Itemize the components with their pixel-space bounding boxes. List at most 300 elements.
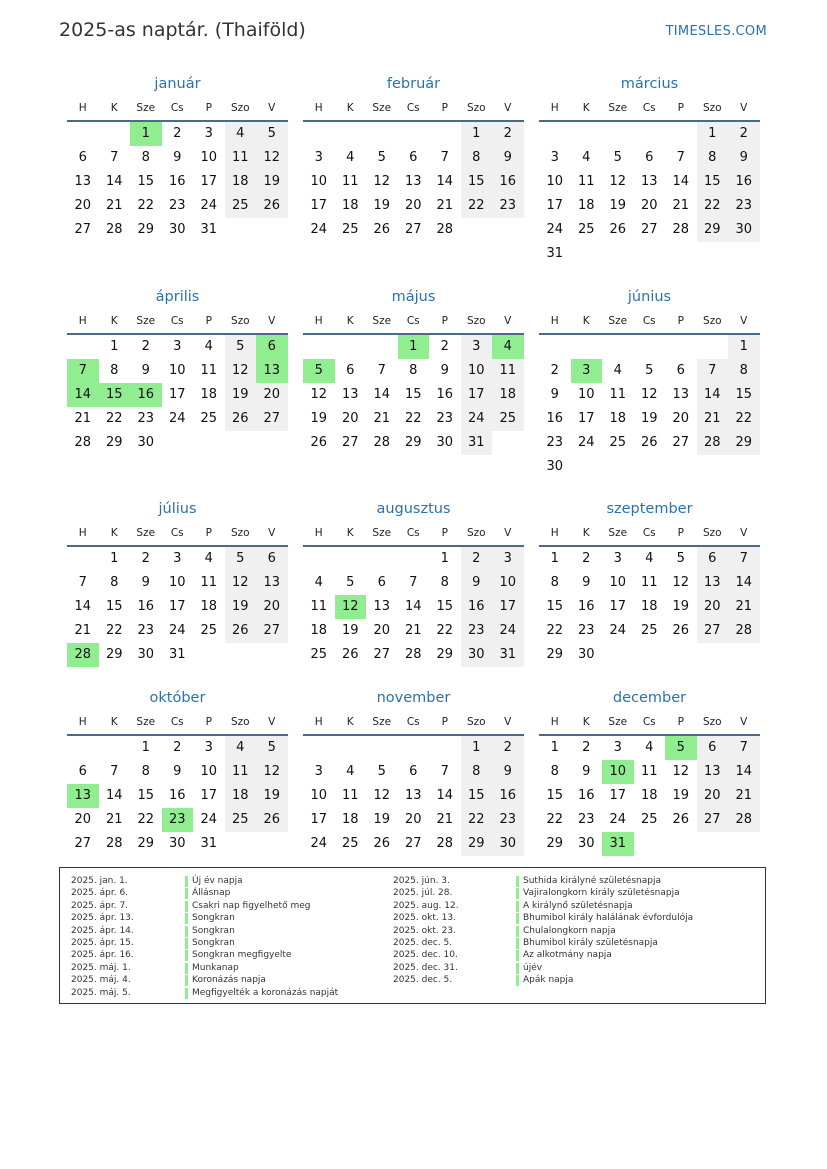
day-cell[interactable]: 8: [141, 150, 150, 165]
day-cell[interactable]: 1: [440, 551, 449, 566]
day-cell[interactable]: 14: [728, 571, 760, 595]
day-cell[interactable]: 26: [609, 222, 627, 237]
day-cell[interactable]: 15: [105, 599, 123, 614]
day-cell[interactable]: 9: [173, 764, 182, 779]
day-cell[interactable]: 24: [461, 407, 493, 431]
day-cell[interactable]: 5: [256, 122, 288, 146]
day-cell[interactable]: 15: [546, 599, 564, 614]
day-cell[interactable]: 23: [728, 194, 760, 218]
day-cell[interactable]: 9: [550, 387, 559, 402]
day-cell[interactable]: 19: [640, 411, 658, 426]
day-cell[interactable]: 27: [697, 619, 729, 643]
day-cell[interactable]: 10: [546, 174, 564, 189]
day-cell[interactable]: 2: [582, 551, 591, 566]
day-cell[interactable]: 2: [461, 547, 493, 571]
day-cell[interactable]: 21: [436, 198, 454, 213]
day-cell[interactable]: 12: [256, 760, 288, 784]
day-cell[interactable]: 7: [110, 764, 119, 779]
day-cell[interactable]: 15: [436, 599, 454, 614]
day-cell[interactable]: 12: [373, 788, 391, 803]
day-cell[interactable]: 4: [204, 339, 213, 354]
day-cell[interactable]: 26: [225, 407, 257, 431]
day-cell[interactable]: 6: [409, 764, 418, 779]
day-cell[interactable]: 26: [373, 836, 391, 851]
day-cell[interactable]: 3: [613, 551, 622, 566]
day-cell[interactable]: 7: [440, 764, 449, 779]
day-cell[interactable]: 24: [310, 836, 328, 851]
day-cell[interactable]: 25: [200, 623, 218, 638]
day-cell[interactable]: 30: [492, 832, 524, 856]
day-cell[interactable]: 12: [672, 575, 690, 590]
day-cell[interactable]: 5: [377, 150, 386, 165]
day-cell[interactable]: 3: [173, 551, 182, 566]
day-cell[interactable]: 6: [256, 335, 288, 359]
day-cell[interactable]: 13: [256, 571, 288, 595]
day-cell[interactable]: 29: [728, 431, 760, 455]
day-cell[interactable]: 29: [697, 218, 729, 242]
day-cell[interactable]: 14: [697, 383, 729, 407]
day-cell[interactable]: 3: [571, 359, 603, 383]
day-cell[interactable]: 14: [436, 174, 454, 189]
day-cell[interactable]: 22: [697, 194, 729, 218]
day-cell[interactable]: 27: [404, 836, 422, 851]
day-cell[interactable]: 17: [546, 198, 564, 213]
day-cell[interactable]: 4: [346, 150, 355, 165]
day-cell[interactable]: 11: [577, 174, 595, 189]
day-cell[interactable]: 10: [200, 150, 218, 165]
day-cell[interactable]: 5: [676, 551, 685, 566]
day-cell[interactable]: 22: [137, 198, 155, 213]
day-cell[interactable]: 20: [404, 812, 422, 827]
day-cell[interactable]: 11: [609, 387, 627, 402]
day-cell[interactable]: 20: [640, 198, 658, 213]
day-cell[interactable]: 28: [728, 619, 760, 643]
day-cell[interactable]: 3: [613, 740, 622, 755]
day-cell[interactable]: 10: [310, 174, 328, 189]
day-cell[interactable]: 14: [373, 387, 391, 402]
day-cell[interactable]: 19: [672, 599, 690, 614]
day-cell[interactable]: 3: [314, 764, 323, 779]
day-cell[interactable]: 11: [225, 146, 257, 170]
day-cell[interactable]: 31: [546, 246, 564, 261]
day-cell[interactable]: 7: [728, 736, 760, 760]
day-cell[interactable]: 7: [676, 150, 685, 165]
day-cell[interactable]: 13: [373, 599, 391, 614]
day-cell[interactable]: 22: [546, 623, 564, 638]
day-cell[interactable]: 5: [346, 575, 355, 590]
day-cell[interactable]: 5: [645, 363, 654, 378]
day-cell[interactable]: 18: [310, 623, 328, 638]
day-cell[interactable]: 20: [697, 595, 729, 619]
day-cell[interactable]: 1: [110, 551, 119, 566]
day-cell[interactable]: 23: [168, 198, 186, 213]
day-cell[interactable]: 7: [110, 150, 119, 165]
day-cell[interactable]: 26: [256, 808, 288, 832]
day-cell[interactable]: 27: [74, 836, 92, 851]
day-cell[interactable]: 30: [168, 222, 186, 237]
day-cell[interactable]: 16: [436, 387, 454, 402]
day-cell[interactable]: 23: [577, 812, 595, 827]
day-cell[interactable]: 28: [728, 808, 760, 832]
day-cell[interactable]: 9: [440, 363, 449, 378]
day-cell[interactable]: 1: [130, 122, 162, 146]
day-cell[interactable]: 27: [256, 407, 288, 431]
day-cell[interactable]: 24: [200, 198, 218, 213]
day-cell[interactable]: 16: [130, 383, 162, 407]
day-cell[interactable]: 17: [609, 599, 627, 614]
day-cell[interactable]: 19: [609, 198, 627, 213]
day-cell[interactable]: 23: [162, 808, 194, 832]
day-cell[interactable]: 23: [137, 411, 155, 426]
day-cell[interactable]: 5: [225, 547, 257, 571]
day-cell[interactable]: 11: [341, 788, 359, 803]
day-cell[interactable]: 17: [492, 595, 524, 619]
day-cell[interactable]: 6: [346, 363, 355, 378]
day-cell[interactable]: 18: [640, 788, 658, 803]
day-cell[interactable]: 1: [461, 736, 493, 760]
day-cell[interactable]: 2: [440, 339, 449, 354]
day-cell[interactable]: 12: [640, 387, 658, 402]
day-cell[interactable]: 11: [492, 359, 524, 383]
day-cell[interactable]: 25: [492, 407, 524, 431]
day-cell[interactable]: 22: [436, 623, 454, 638]
day-cell[interactable]: 21: [373, 411, 391, 426]
day-cell[interactable]: 10: [492, 571, 524, 595]
day-cell[interactable]: 7: [440, 150, 449, 165]
day-cell[interactable]: 24: [168, 623, 186, 638]
day-cell[interactable]: 1: [110, 339, 119, 354]
day-cell[interactable]: 30: [728, 218, 760, 242]
day-cell[interactable]: 11: [341, 174, 359, 189]
day-cell[interactable]: 19: [373, 198, 391, 213]
day-cell[interactable]: 19: [225, 595, 257, 619]
day-cell[interactable]: 15: [728, 383, 760, 407]
day-cell[interactable]: 22: [728, 407, 760, 431]
day-cell[interactable]: 19: [672, 788, 690, 803]
day-cell[interactable]: 9: [492, 760, 524, 784]
day-cell[interactable]: 21: [697, 407, 729, 431]
day-cell[interactable]: 20: [697, 784, 729, 808]
day-cell[interactable]: 21: [74, 623, 92, 638]
day-cell[interactable]: 22: [404, 411, 422, 426]
day-cell[interactable]: 2: [728, 122, 760, 146]
day-cell[interactable]: 31: [200, 836, 218, 851]
day-cell[interactable]: 5: [377, 764, 386, 779]
day-cell[interactable]: 31: [461, 431, 493, 455]
day-cell[interactable]: 2: [582, 740, 591, 755]
day-cell[interactable]: 25: [310, 647, 328, 662]
day-cell[interactable]: 30: [137, 647, 155, 662]
day-cell[interactable]: 8: [550, 764, 559, 779]
day-cell[interactable]: 29: [436, 647, 454, 662]
day-cell[interactable]: 10: [168, 363, 186, 378]
day-cell[interactable]: 20: [672, 411, 690, 426]
day-cell[interactable]: 30: [577, 647, 595, 662]
day-cell[interactable]: 7: [409, 575, 418, 590]
day-cell[interactable]: 28: [74, 435, 92, 450]
day-cell[interactable]: 23: [577, 623, 595, 638]
day-cell[interactable]: 14: [728, 760, 760, 784]
day-cell[interactable]: 25: [609, 435, 627, 450]
day-cell[interactable]: 26: [341, 647, 359, 662]
day-cell[interactable]: 7: [78, 575, 87, 590]
day-cell[interactable]: 24: [200, 812, 218, 827]
day-cell[interactable]: 12: [256, 146, 288, 170]
day-cell[interactable]: 18: [640, 599, 658, 614]
day-cell[interactable]: 28: [436, 222, 454, 237]
day-cell[interactable]: 5: [225, 335, 257, 359]
day-cell[interactable]: 16: [137, 599, 155, 614]
day-cell[interactable]: 29: [137, 222, 155, 237]
day-cell[interactable]: 9: [141, 363, 150, 378]
day-cell[interactable]: 12: [373, 174, 391, 189]
day-cell[interactable]: 22: [546, 812, 564, 827]
day-cell[interactable]: 20: [404, 198, 422, 213]
day-cell[interactable]: 20: [256, 595, 288, 619]
day-cell[interactable]: 20: [74, 198, 92, 213]
day-cell[interactable]: 9: [728, 146, 760, 170]
day-cell[interactable]: 1: [398, 335, 430, 359]
day-cell[interactable]: 5: [665, 736, 697, 760]
day-cell[interactable]: 1: [728, 335, 760, 359]
day-cell[interactable]: 31: [602, 832, 634, 856]
day-cell[interactable]: 30: [168, 836, 186, 851]
day-cell[interactable]: 4: [582, 150, 591, 165]
day-cell[interactable]: 24: [310, 222, 328, 237]
day-cell[interactable]: 27: [341, 435, 359, 450]
day-cell[interactable]: 18: [225, 170, 257, 194]
day-cell[interactable]: 19: [256, 170, 288, 194]
day-cell[interactable]: 8: [409, 363, 418, 378]
day-cell[interactable]: 11: [200, 363, 218, 378]
day-cell[interactable]: 8: [110, 363, 119, 378]
day-cell[interactable]: 29: [546, 647, 564, 662]
day-cell[interactable]: 30: [546, 459, 564, 474]
day-cell[interactable]: 4: [314, 575, 323, 590]
day-cell[interactable]: 18: [225, 784, 257, 808]
day-cell[interactable]: 9: [141, 575, 150, 590]
day-cell[interactable]: 24: [492, 619, 524, 643]
day-cell[interactable]: 26: [672, 623, 690, 638]
day-cell[interactable]: 2: [550, 363, 559, 378]
day-cell[interactable]: 17: [609, 788, 627, 803]
day-cell[interactable]: 28: [436, 836, 454, 851]
day-cell[interactable]: 13: [341, 387, 359, 402]
day-cell[interactable]: 26: [672, 812, 690, 827]
day-cell[interactable]: 13: [404, 788, 422, 803]
day-cell[interactable]: 13: [256, 359, 288, 383]
day-cell[interactable]: 9: [582, 575, 591, 590]
day-cell[interactable]: 17: [200, 788, 218, 803]
day-cell[interactable]: 10: [609, 575, 627, 590]
day-cell[interactable]: 20: [256, 383, 288, 407]
day-cell[interactable]: 21: [404, 623, 422, 638]
day-cell[interactable]: 1: [550, 740, 559, 755]
day-cell[interactable]: 25: [341, 836, 359, 851]
day-cell[interactable]: 3: [461, 335, 493, 359]
day-cell[interactable]: 16: [577, 788, 595, 803]
day-cell[interactable]: 28: [672, 222, 690, 237]
day-cell[interactable]: 29: [105, 647, 123, 662]
day-cell[interactable]: 18: [341, 812, 359, 827]
day-cell[interactable]: 16: [728, 170, 760, 194]
day-cell[interactable]: 29: [546, 836, 564, 851]
day-cell[interactable]: 2: [173, 126, 182, 141]
day-cell[interactable]: 10: [200, 764, 218, 779]
day-cell[interactable]: 8: [728, 359, 760, 383]
day-cell[interactable]: 6: [645, 150, 654, 165]
day-cell[interactable]: 14: [74, 599, 92, 614]
day-cell[interactable]: 8: [461, 760, 493, 784]
day-cell[interactable]: 1: [141, 740, 150, 755]
day-cell[interactable]: 29: [404, 435, 422, 450]
day-cell[interactable]: 22: [137, 812, 155, 827]
day-cell[interactable]: 23: [137, 623, 155, 638]
day-cell[interactable]: 30: [436, 435, 454, 450]
day-cell[interactable]: 3: [550, 150, 559, 165]
day-cell[interactable]: 16: [168, 174, 186, 189]
day-cell[interactable]: 2: [141, 339, 150, 354]
day-cell[interactable]: 6: [697, 547, 729, 571]
day-cell[interactable]: 10: [310, 788, 328, 803]
day-cell[interactable]: 11: [640, 575, 658, 590]
day-cell[interactable]: 12: [225, 571, 257, 595]
day-cell[interactable]: 10: [461, 359, 493, 383]
day-cell[interactable]: 19: [341, 623, 359, 638]
day-cell[interactable]: 6: [256, 547, 288, 571]
day-cell[interactable]: 20: [341, 411, 359, 426]
day-cell[interactable]: 28: [67, 643, 99, 667]
day-cell[interactable]: 15: [137, 174, 155, 189]
day-cell[interactable]: 17: [577, 411, 595, 426]
day-cell[interactable]: 10: [577, 387, 595, 402]
day-cell[interactable]: 23: [492, 808, 524, 832]
day-cell[interactable]: 5: [613, 150, 622, 165]
day-cell[interactable]: 16: [546, 411, 564, 426]
day-cell[interactable]: 11: [200, 575, 218, 590]
day-cell[interactable]: 20: [74, 812, 92, 827]
day-cell[interactable]: 6: [78, 764, 87, 779]
day-cell[interactable]: 6: [377, 575, 386, 590]
day-cell[interactable]: 4: [204, 551, 213, 566]
day-cell[interactable]: 15: [697, 170, 729, 194]
day-cell[interactable]: 23: [436, 411, 454, 426]
day-cell[interactable]: 5: [256, 736, 288, 760]
day-cell[interactable]: 4: [225, 736, 257, 760]
day-cell[interactable]: 22: [105, 411, 123, 426]
day-cell[interactable]: 23: [461, 619, 493, 643]
day-cell[interactable]: 27: [672, 435, 690, 450]
day-cell[interactable]: 15: [461, 784, 493, 808]
day-cell[interactable]: 4: [645, 740, 654, 755]
day-cell[interactable]: 24: [577, 435, 595, 450]
day-cell[interactable]: 26: [640, 435, 658, 450]
day-cell[interactable]: 15: [137, 788, 155, 803]
day-cell[interactable]: 17: [310, 812, 328, 827]
day-cell[interactable]: 8: [440, 575, 449, 590]
day-cell[interactable]: 21: [105, 198, 123, 213]
day-cell[interactable]: 3: [314, 150, 323, 165]
day-cell[interactable]: 27: [256, 619, 288, 643]
day-cell[interactable]: 8: [697, 146, 729, 170]
day-cell[interactable]: 21: [672, 198, 690, 213]
day-cell[interactable]: 13: [640, 174, 658, 189]
day-cell[interactable]: 12: [335, 595, 367, 619]
day-cell[interactable]: 26: [310, 435, 328, 450]
day-cell[interactable]: 2: [173, 740, 182, 755]
day-cell[interactable]: 17: [168, 599, 186, 614]
day-cell[interactable]: 17: [168, 387, 186, 402]
day-cell[interactable]: 15: [404, 387, 422, 402]
day-cell[interactable]: 24: [546, 222, 564, 237]
day-cell[interactable]: 10: [602, 760, 634, 784]
day-cell[interactable]: 30: [137, 435, 155, 450]
day-cell[interactable]: 15: [546, 788, 564, 803]
day-cell[interactable]: 19: [225, 383, 257, 407]
day-cell[interactable]: 27: [74, 222, 92, 237]
day-cell[interactable]: 28: [404, 647, 422, 662]
day-cell[interactable]: 26: [225, 619, 257, 643]
day-cell[interactable]: 14: [436, 788, 454, 803]
day-cell[interactable]: 3: [173, 339, 182, 354]
day-cell[interactable]: 4: [492, 335, 524, 359]
day-cell[interactable]: 20: [373, 623, 391, 638]
day-cell[interactable]: 18: [200, 599, 218, 614]
day-cell[interactable]: 30: [461, 643, 493, 667]
day-cell[interactable]: 8: [110, 575, 119, 590]
day-cell[interactable]: 28: [373, 435, 391, 450]
day-cell[interactable]: 13: [672, 387, 690, 402]
day-cell[interactable]: 9: [173, 150, 182, 165]
day-cell[interactable]: 28: [105, 222, 123, 237]
day-cell[interactable]: 4: [346, 764, 355, 779]
day-cell[interactable]: 16: [168, 788, 186, 803]
day-cell[interactable]: 27: [640, 222, 658, 237]
day-cell[interactable]: 25: [640, 623, 658, 638]
day-cell[interactable]: 8: [550, 575, 559, 590]
day-cell[interactable]: 13: [697, 760, 729, 784]
day-cell[interactable]: 27: [373, 647, 391, 662]
day-cell[interactable]: 3: [204, 740, 213, 755]
day-cell[interactable]: 13: [67, 784, 99, 808]
day-cell[interactable]: 6: [78, 150, 87, 165]
day-cell[interactable]: 2: [141, 551, 150, 566]
day-cell[interactable]: 12: [310, 387, 328, 402]
day-cell[interactable]: 24: [168, 411, 186, 426]
day-cell[interactable]: 27: [697, 808, 729, 832]
day-cell[interactable]: 16: [461, 595, 493, 619]
day-cell[interactable]: 18: [577, 198, 595, 213]
day-cell[interactable]: 12: [672, 764, 690, 779]
day-cell[interactable]: 7: [728, 547, 760, 571]
brand-logo[interactable]: TIMESLES.COM: [665, 24, 767, 39]
day-cell[interactable]: 25: [640, 812, 658, 827]
day-cell[interactable]: 3: [492, 547, 524, 571]
day-cell[interactable]: 8: [461, 146, 493, 170]
day-cell[interactable]: 1: [550, 551, 559, 566]
day-cell[interactable]: 29: [461, 832, 493, 856]
day-cell[interactable]: 2: [492, 736, 524, 760]
day-cell[interactable]: 4: [613, 363, 622, 378]
day-cell[interactable]: 7: [377, 363, 386, 378]
day-cell[interactable]: 27: [404, 222, 422, 237]
day-cell[interactable]: 31: [168, 647, 186, 662]
day-cell[interactable]: 15: [99, 383, 131, 407]
day-cell[interactable]: 23: [546, 435, 564, 450]
day-cell[interactable]: 11: [640, 764, 658, 779]
day-cell[interactable]: 17: [200, 174, 218, 189]
day-cell[interactable]: 6: [676, 363, 685, 378]
